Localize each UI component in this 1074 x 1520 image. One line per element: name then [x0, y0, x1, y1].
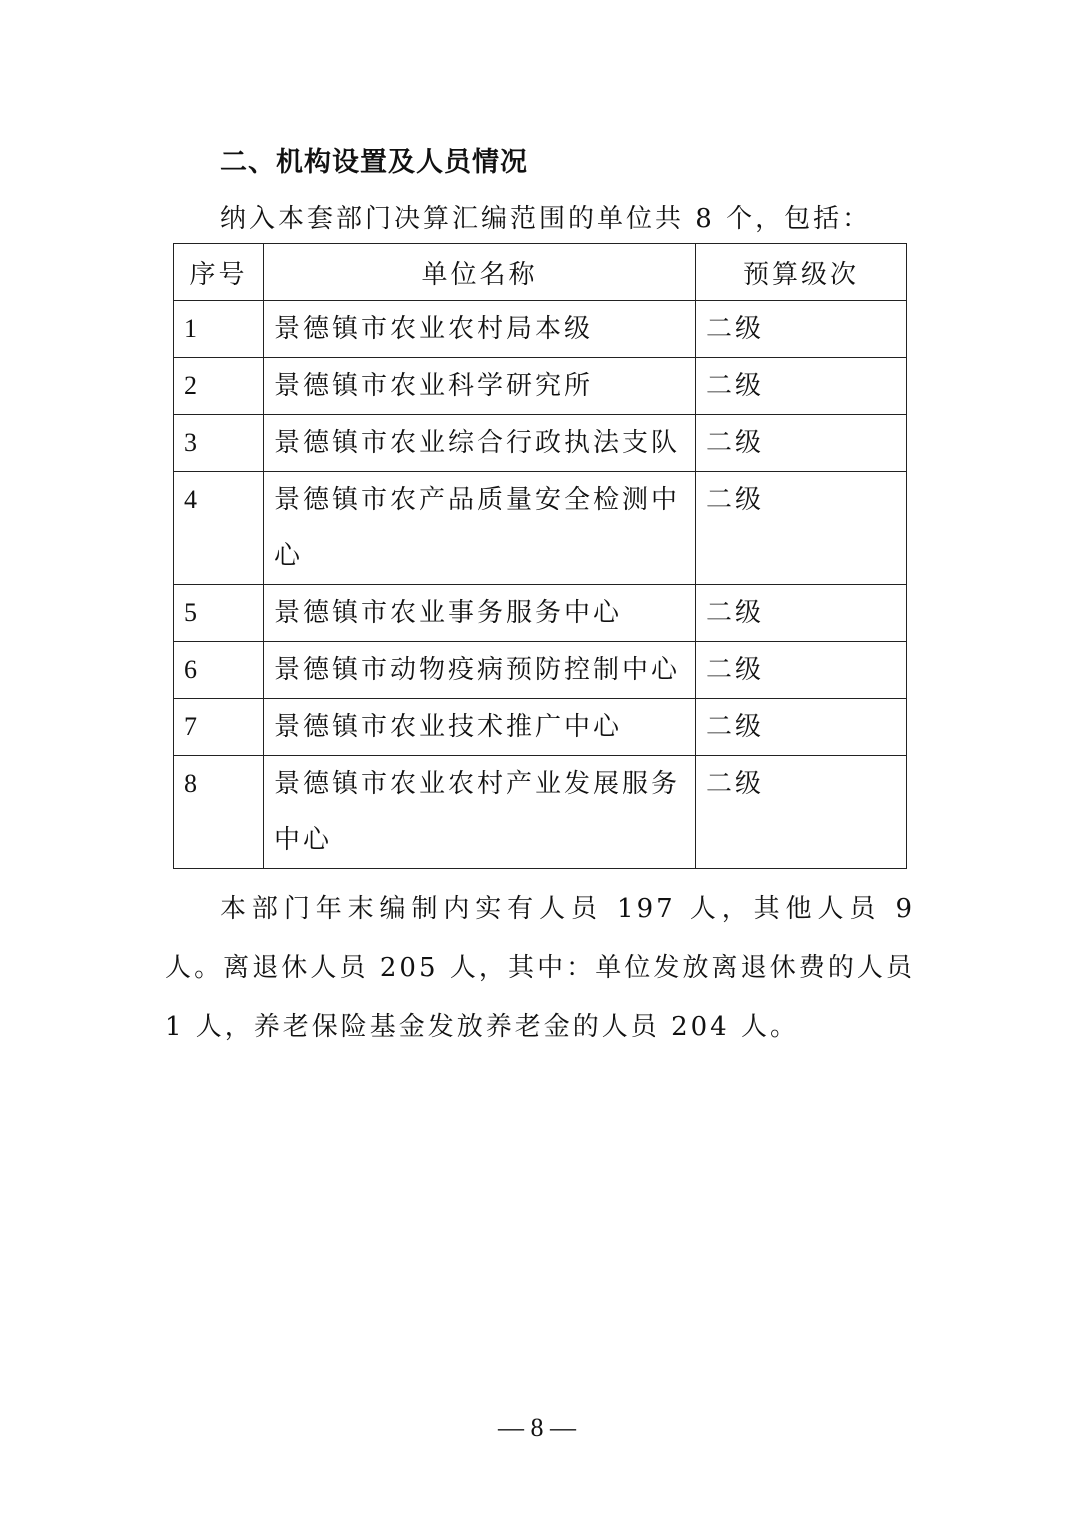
- staffing-paragraph: 本部门年末编制内实有人员 197 人，其他人员 9 人。离退休人员 205 人，其中：单位发放离退休费的人员 1 人，养老保险基金发放养老金的人员 204 人。: [165, 894, 915, 1042]
- row-budget-level: 二级: [696, 301, 907, 358]
- row-unit-name: 景德镇市农业科学研究所: [264, 358, 696, 415]
- intro-text: 纳入本套部门决算汇编范围的单位共 8 个，包括：: [220, 204, 872, 234]
- row-no: 5: [174, 585, 264, 642]
- section-heading: 二、机构设置及人员情况: [220, 147, 528, 178]
- row-budget-level: 二级: [696, 756, 907, 869]
- row-unit-name: 景德镇市农业综合行政执法支队: [264, 415, 696, 472]
- table-row: [174, 415, 907, 472]
- table-row: [174, 699, 907, 756]
- row-unit-name: 景德镇市农产品质量安全检测中心: [264, 472, 696, 585]
- row-budget-level: 二级: [696, 699, 907, 756]
- row-budget-level: 二级: [696, 358, 907, 415]
- row-no: 6: [174, 642, 264, 699]
- header-unit-name: 单位名称: [264, 244, 696, 301]
- row-no: 3: [174, 415, 264, 472]
- table-row: [174, 756, 907, 869]
- row-budget-level: 二级: [696, 585, 907, 642]
- row-budget-level: 二级: [696, 642, 907, 699]
- row-unit-name: 景德镇市农业事务服务中心: [264, 585, 696, 642]
- row-budget-level: 二级: [696, 472, 907, 585]
- row-no: 1: [174, 301, 264, 358]
- table-row: [174, 642, 907, 699]
- row-no: 7: [174, 699, 264, 756]
- header-budget-level: 预算级次: [696, 244, 907, 301]
- table-header-row: [174, 244, 907, 301]
- row-unit-name: 景德镇市动物疫病预防控制中心: [264, 642, 696, 699]
- row-no: 2: [174, 358, 264, 415]
- header-no: 序号: [174, 244, 264, 301]
- units-table: [173, 243, 907, 869]
- page-number: — 8 —: [498, 1413, 576, 1442]
- table-row: [174, 585, 907, 642]
- table-row: [174, 472, 907, 585]
- row-no: 4: [174, 472, 264, 585]
- table-row: [174, 301, 907, 358]
- table-row: [174, 358, 907, 415]
- row-budget-level: 二级: [696, 415, 907, 472]
- row-unit-name: 景德镇市农业农村产业发展服务中心: [264, 756, 696, 869]
- row-no: 8: [174, 756, 264, 869]
- row-unit-name: 景德镇市农业技术推广中心: [264, 699, 696, 756]
- row-unit-name: 景德镇市农业农村局本级: [264, 301, 696, 358]
